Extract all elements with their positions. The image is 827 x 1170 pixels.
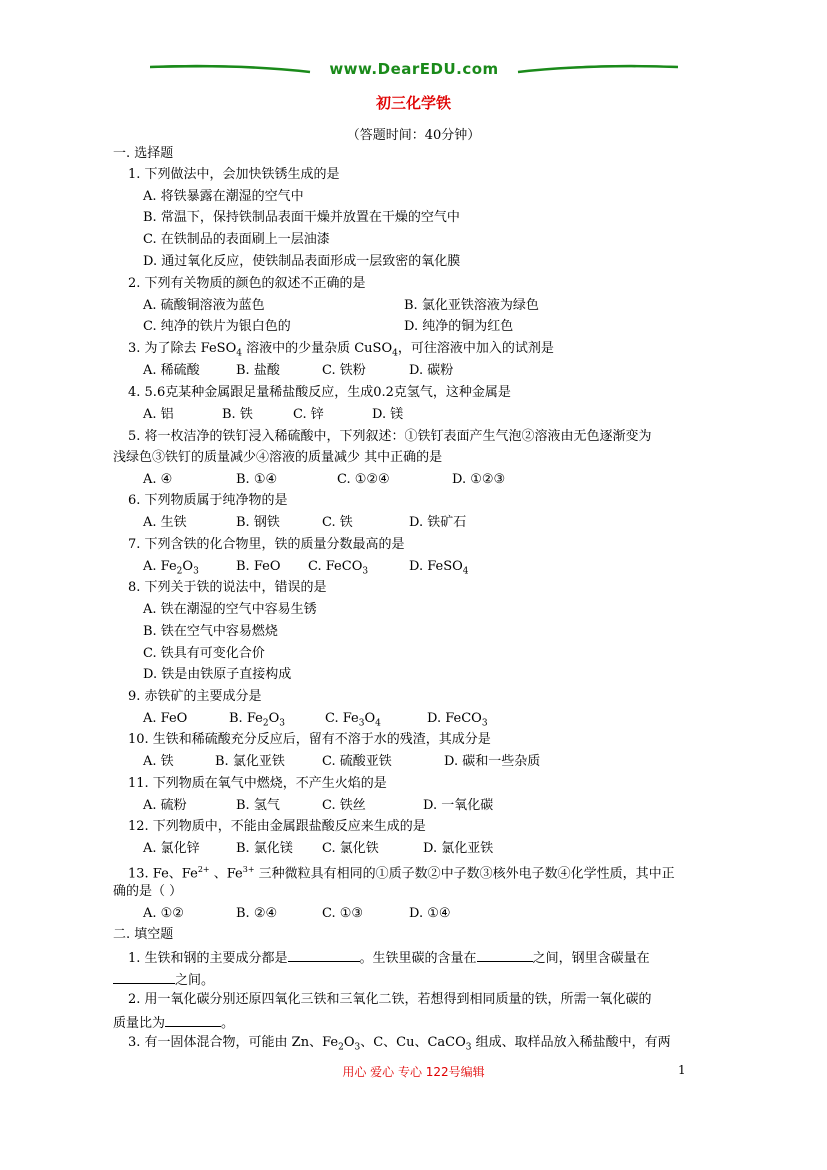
option-d: D. FeCO$_3$ bbox=[427, 711, 488, 729]
footer-text: 用心 爱心 专心 122号编辑 bbox=[342, 1065, 485, 1079]
option-b: B. 氯化亚铁 bbox=[215, 754, 285, 769]
question-stem: 9. 赤铁矿的主要成分是 bbox=[128, 689, 262, 704]
option-b: B. ①④ bbox=[236, 472, 278, 487]
page-title: 初三化学铁 bbox=[375, 94, 451, 112]
option-b: B. $Fe_2O_3$ bbox=[229, 711, 285, 729]
option-a: A. 氯化锌 bbox=[143, 841, 200, 856]
answer-blank[interactable] bbox=[477, 947, 533, 962]
question-stem: 5. 将一枚洁净的铁钉浸入稀硫酸中，下列叙述：①铁钉表面产生气泡②溶液由无色逐渐变为 bbox=[128, 429, 652, 444]
question-stem-cont: 浅绿色③铁钉的质量减少④溶液的质量减少 其中正确的是 bbox=[113, 450, 443, 465]
option-c: C. 铁具有可变化合价 bbox=[143, 646, 265, 661]
option-a: A. 铁在潮湿的空气中容易生锈 bbox=[143, 602, 317, 617]
option-c: C. ①③ bbox=[322, 906, 364, 921]
option-a: A. ①② bbox=[143, 906, 184, 921]
option-a: A. ④ bbox=[143, 472, 173, 487]
question-stem-cont: 确的是（ ） bbox=[113, 884, 183, 899]
option-a: A. 硫酸铜溶液为蓝色 bbox=[143, 298, 265, 313]
section-heading: 一. 选择题 bbox=[113, 146, 174, 161]
option-a: A. 铝 bbox=[143, 407, 174, 422]
answer-blank[interactable] bbox=[288, 947, 360, 962]
option-a: A. 铁 bbox=[143, 754, 174, 769]
fill-question-cont: 质量比为 。 bbox=[113, 1012, 234, 1033]
page-number: 1 bbox=[678, 1063, 686, 1077]
option-c: C. 硫酸亚铁 bbox=[322, 754, 392, 769]
answer-blank[interactable] bbox=[113, 969, 175, 984]
question-stem: 2. 下列有关物质的颜色的叙述不正确的是 bbox=[128, 276, 366, 291]
option-d: D. 铁矿石 bbox=[409, 515, 467, 530]
question-stem: 1. 下列做法中，会加快铁锈生成的是 bbox=[128, 167, 340, 182]
option-b: B. 氯化镁 bbox=[236, 841, 293, 856]
question-stem: 4. 5.6克某种金属跟足量稀盐酸反应，生成0.2克氢气，这种金属是 bbox=[128, 385, 511, 400]
question-stem: 12. 下列物质中，不能由金属跟盐酸反应来生成的是 bbox=[128, 819, 426, 834]
question-stem: 6. 下列物质属于纯净物的是 bbox=[128, 493, 288, 508]
question-stem: 8. 下列关于铁的说法中，错误的是 bbox=[128, 580, 327, 595]
option-c: C. 铁丝 bbox=[322, 798, 366, 813]
option-d: D. ①②③ bbox=[452, 472, 506, 487]
option-c: C. 锌 bbox=[293, 407, 324, 422]
option-d: D. ①④ bbox=[409, 906, 451, 921]
option-b: B. 氢气 bbox=[236, 798, 280, 813]
option-d: D. 碳和一些杂质 bbox=[444, 754, 541, 769]
header-logo bbox=[150, 58, 678, 84]
option-d: D. 氯化亚铁 bbox=[423, 841, 494, 856]
option-c: C. 铁粉 bbox=[322, 363, 366, 378]
option-c: C. 氯化铁 bbox=[322, 841, 379, 856]
section-heading: 二. 填空题 bbox=[113, 927, 174, 942]
page-subtitle: （答题时间：40分钟） bbox=[346, 128, 481, 143]
option-c: C. 纯净的铁片为银白色的 bbox=[143, 319, 291, 334]
option-a: A. FeO bbox=[143, 711, 188, 726]
option-d: D. FeSO$_4$ bbox=[409, 559, 469, 577]
option-c: C. FeCO$_3$ bbox=[308, 559, 369, 577]
logo-text: www.DearEDU.com bbox=[329, 60, 499, 78]
option-c: C. $Fe_3O_4$ bbox=[325, 711, 381, 729]
question-stem: 11. 下列物质在氧气中燃烧，不产生火焰的是 bbox=[128, 776, 387, 791]
question-stem: 7. 下列含铁的化合物里，铁的质量分数最高的是 bbox=[128, 537, 405, 552]
fill-question: 2. 用一氧化碳分别还原四氧化三铁和三氧化二铁，若想得到相同质量的铁，所需一氧化碳的 bbox=[128, 992, 652, 1007]
option-b: B. ②④ bbox=[236, 906, 278, 921]
fill-question: 3. 有一固体混合物，可能由 Zn、$Fe_2O_3$、C、Cu、CaCO$_3$ 组成、取样品放入稀盐酸中，有两 bbox=[128, 1035, 671, 1053]
option-d: D. 铁是由铁原子直接构成 bbox=[143, 667, 292, 682]
question-stem: 13. Fe、$Fe^{2+}$ 、$Fe^{3+}$ 三种微粒具有相同的①质子数②中子数③核外电子数④化学性质，其中正 bbox=[128, 865, 675, 882]
question-stem: 10. 生铁和稀硫酸充分反应后，留有不溶于水的残渣，其成分是 bbox=[128, 732, 491, 747]
fill-question: 1. 生铁和钢的主要成分都是 。生铁里碳的含量在 之间，钢里含碳量在 bbox=[128, 947, 650, 968]
option-d: D. 镁 bbox=[372, 407, 404, 422]
option-d: D. 一氧化碳 bbox=[423, 798, 494, 813]
option-d: D. 纯净的铜为红色 bbox=[404, 319, 514, 334]
option-a: A. 硫粉 bbox=[143, 798, 187, 813]
fill-question-cont: 之间。 bbox=[113, 969, 214, 990]
option-b: B. 常温下，保持铁制品表面干燥并放置在干燥的空气中 bbox=[143, 210, 460, 225]
option-b: B. FeO bbox=[236, 559, 281, 574]
option-b: B. 铁 bbox=[222, 407, 253, 422]
option-b: B. 钢铁 bbox=[236, 515, 280, 530]
option-b: B. 盐酸 bbox=[236, 363, 280, 378]
option-b: B. 氯化亚铁溶液为绿色 bbox=[404, 298, 539, 313]
option-c: C. 在铁制品的表面刷上一层油漆 bbox=[143, 232, 330, 247]
option-c: C. ①②④ bbox=[337, 472, 390, 487]
question-stem: 3. 为了除去 FeSO$_4$ 溶液中的少量杂质 CuSO$_4$，可往溶液中加入的试剂是 bbox=[128, 341, 554, 359]
option-d: D. 碳粉 bbox=[409, 363, 454, 378]
option-d: D. 通过氧化反应，使铁制品表面形成一层致密的氧化膜 bbox=[143, 254, 461, 269]
option-a: A. $Fe_2O_3$ bbox=[143, 559, 199, 577]
answer-blank[interactable] bbox=[165, 1012, 221, 1027]
option-a: A. 稀硫酸 bbox=[143, 363, 200, 378]
option-a: A. 生铁 bbox=[143, 515, 187, 530]
option-c: C. 铁 bbox=[322, 515, 353, 530]
option-b: B. 铁在空气中容易燃烧 bbox=[143, 624, 278, 639]
option-a: A. 将铁暴露在潮湿的空气中 bbox=[143, 189, 304, 204]
